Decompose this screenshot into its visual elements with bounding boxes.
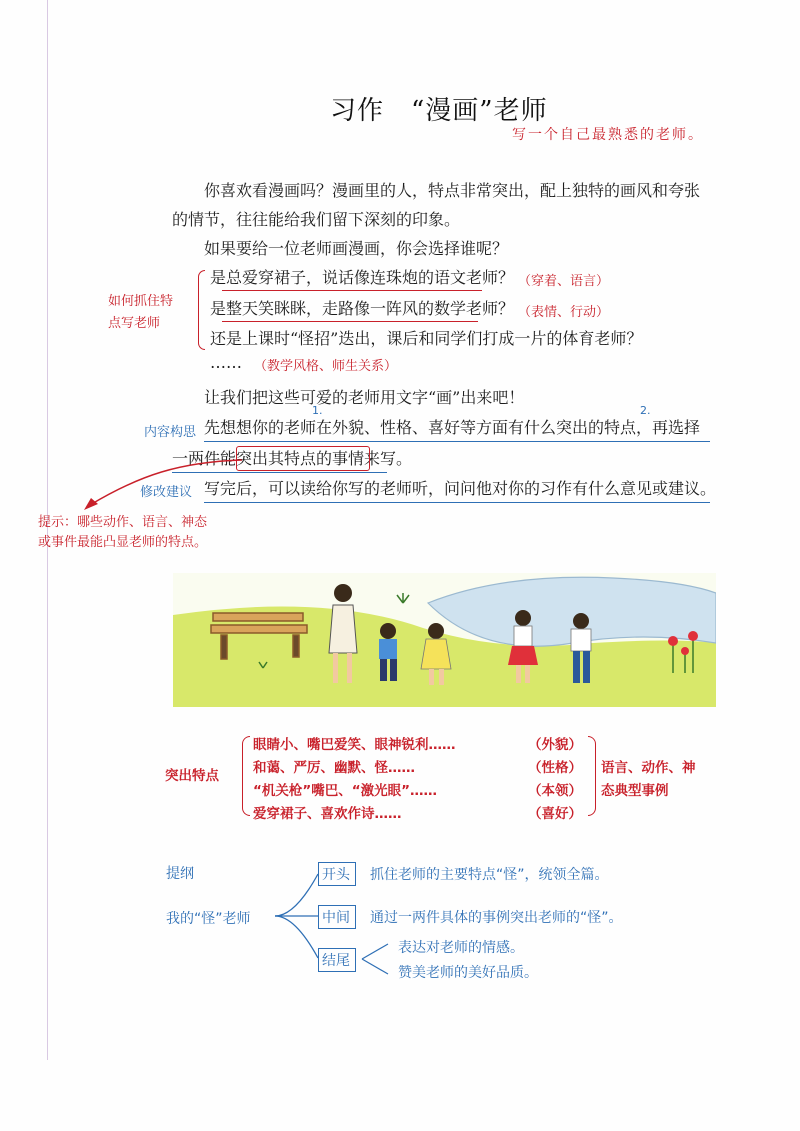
outline-root: 我的“怪”老师 bbox=[166, 911, 251, 927]
question-1: 是总爱穿裙子，说话像连珠炮的语文老师？ bbox=[210, 268, 515, 287]
outline-text-opening: 抓住老师的主要特点“怪”，统领全篇。 bbox=[370, 867, 609, 883]
traits-summary-line-2: 态典型事例 bbox=[601, 783, 669, 799]
paragraph-2: 如果要给一位老师画漫画，你会选择谁呢？ bbox=[204, 239, 509, 258]
marker-1: 1. bbox=[312, 404, 323, 417]
left-note-line-2: 点写老师 bbox=[108, 316, 161, 331]
left-note-line-1: 如何抓住特 bbox=[108, 294, 174, 309]
paragraph-4-line-2: 一两件能突出其特点的事情来写。 bbox=[172, 449, 413, 468]
trait-row-4-tag: （喜好） bbox=[528, 806, 582, 822]
question-2-underline bbox=[222, 321, 478, 322]
outline-text-middle: 通过一两件具体的事例突出老师的“怪”。 bbox=[370, 910, 623, 926]
trait-row-3-tag: （本领） bbox=[528, 783, 582, 799]
paragraph-1-line-2: 的情节，往往能给我们留下深刻的印象。 bbox=[172, 210, 461, 229]
trait-row-3-text: “机关枪”嘴巴、“激光眼”…… bbox=[253, 783, 437, 799]
trait-row-1-text: 眼睛小、嘴巴爱笑、眼神锐利…… bbox=[253, 737, 456, 753]
subtitle-note: 写一个自己最熟悉的老师。 bbox=[512, 127, 704, 143]
question-1-note: （穿着、语言） bbox=[518, 274, 610, 289]
questions-brace bbox=[198, 270, 205, 350]
park-illustration bbox=[173, 573, 716, 707]
ellipsis-note: （教学风格、师生关系） bbox=[254, 359, 398, 374]
paragraph-4-line-1-underline bbox=[204, 441, 710, 442]
plan-label: 内容构思 bbox=[144, 425, 197, 440]
traits-label: 突出特点 bbox=[165, 768, 219, 784]
marker-2: 2. bbox=[640, 404, 651, 417]
paragraph-5-underline bbox=[204, 502, 710, 503]
trait-row-2-text: 和蔼、严厉、幽默、怪…… bbox=[253, 760, 415, 776]
paragraph-5: 写完后，可以读给你写的老师听，问问他对你的习作有什么意见或建议。 bbox=[204, 479, 717, 498]
outline-label-ending: 结尾 bbox=[322, 953, 350, 969]
question-2-note: （表情、行动） bbox=[518, 305, 610, 320]
trait-row-4-text: 爱穿裙子、喜欢作诗…… bbox=[253, 806, 402, 822]
trait-row-2-tag: （性格） bbox=[528, 760, 582, 776]
outline-label-middle: 中间 bbox=[322, 910, 350, 926]
question-2: 是整天笑眯眯，走路像一阵风的数学老师？ bbox=[210, 299, 515, 318]
traits-brace-left bbox=[242, 736, 250, 816]
trait-row-1-tag: （外貌） bbox=[528, 737, 582, 753]
revise-label: 修改建议 bbox=[140, 485, 193, 500]
hint-note: 提示：哪些动作、语言、神态或事件最能凸显老师的特点。 bbox=[38, 515, 208, 550]
outline-branches bbox=[270, 870, 322, 970]
paragraph-4-line-1: 先想想你的老师在外貌、性格、喜好等方面有什么突出的特点，再选择 bbox=[204, 418, 701, 437]
question-3: 还是上课时“怪招”迭出，课后和同学们打成一片的体育老师？ bbox=[210, 329, 643, 348]
outline-label-opening: 开头 bbox=[322, 867, 350, 883]
paragraph-1-line-1: 你喜欢看漫画吗？漫画里的人，特点非常突出，配上独特的画风和夸张 bbox=[204, 181, 701, 200]
paragraph-3: 让我们把这些可爱的老师用文字“画”出来吧！ bbox=[204, 388, 525, 407]
outline-heading: 提纲 bbox=[166, 866, 194, 882]
traits-brace-right bbox=[588, 736, 596, 816]
page-title: 习作 “漫画”老师 bbox=[330, 96, 548, 126]
outline-ending-sub-2: 赞美老师的美好品质。 bbox=[398, 965, 538, 981]
ellipsis: …… bbox=[210, 353, 242, 372]
outline-ending-branches bbox=[360, 938, 392, 980]
traits-summary-line-1: 语言、动作、神 bbox=[601, 760, 696, 776]
hint-arrow bbox=[60, 450, 260, 520]
outline-ending-sub-1: 表达对老师的情感。 bbox=[398, 940, 524, 956]
question-1-underline bbox=[222, 290, 482, 291]
